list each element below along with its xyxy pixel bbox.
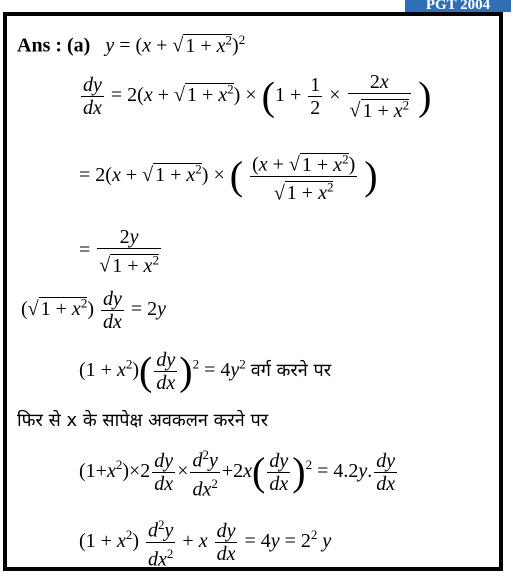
rearranged-equation: (√ $1 + x^2$) $\frac{dy}{dx}$ = 2y (21, 288, 167, 333)
differentiate-note: फिर से x के सापेक्ष अवकलन करने पर (17, 410, 269, 431)
answer-statement: Ans : (a) y = (x + √ $1 + x^2)^2$ (17, 32, 246, 57)
second-derivative-step: $(1+x^2)\times 2$ $\frac{dy}{dx}$ × $\frac{d^2y}{dx^2}$ +2x( $\frac{dy}{dx}$ )$^2$ = 4.2y. $\frac{dy}{dx}$ (79, 444, 399, 500)
solution-box (3, 12, 503, 571)
final-equation: $(1 + x^2)$ $\frac{d^2y}{dx^2}$ + x $\frac{dy}{dx}$ = $4y = 2^2$ y (79, 514, 331, 570)
squared-equation: $(1 + x^2)$( $\frac{dy}{dx}$ )$^2 = 4y^2$ वर्ग करने पर (79, 348, 332, 394)
answer-label: Ans : (a) (17, 34, 91, 57)
derivative-step-1: $\frac{dy}{dx}$ = 2(x + √ $1 + x^2) \times (1$ + $\frac{1}{2}$ × $\frac{2x}{√ 1 + x^2}$ ) (83, 71, 432, 122)
derivative-step-3: = $\frac{2y}{√ 1 + x^2}$ (79, 226, 159, 277)
derivative-step-2: = 2(x + √ $1 + x^2$) × ( $\frac{(x + √ 1 + x^2)}{√ 1 + x^2}$ ) (79, 148, 378, 204)
exam-tag: PGT 2004 (405, 0, 511, 12)
squaring-note: वर्ग करने पर (250, 360, 332, 382)
